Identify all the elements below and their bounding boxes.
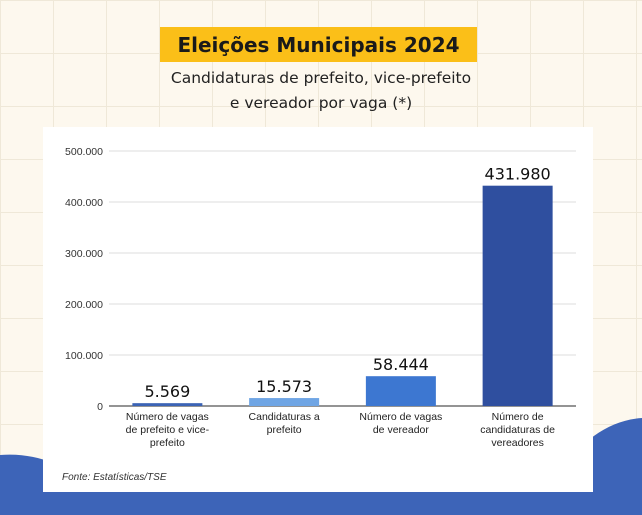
x-tick-label: Número de (491, 411, 544, 423)
x-tick-label: de prefeito e vice- (125, 424, 210, 436)
page-title: Eleições Municipais 2024 (160, 27, 477, 62)
x-tick-label: prefeito (266, 424, 302, 436)
x-tick-label: candidaturas de (480, 424, 555, 436)
y-tick-label: 400.000 (65, 197, 103, 209)
y-tick-label: 200.000 (65, 299, 103, 311)
bar (483, 186, 553, 406)
bar (249, 398, 319, 406)
y-tick-label: 100.000 (65, 350, 103, 362)
bar-value-label: 15.573 (256, 377, 313, 397)
subtitle-line-2: e vereador por vaga (*) (229, 94, 413, 112)
y-tick-label: 0 (97, 401, 103, 413)
x-tick-label: de vereador (372, 424, 429, 436)
bar (366, 376, 436, 406)
bar-value-label: 58.444 (372, 355, 429, 375)
bar-chart (43, 127, 593, 467)
x-tick-label: Número de vagas (359, 411, 443, 423)
subtitle-line-1: Candidaturas de prefeito, vice-prefeito (170, 69, 472, 87)
bar-value-label: 431.980 (484, 164, 551, 184)
x-tick-label: Número de vagas (125, 411, 209, 423)
x-tick-label: prefeito (149, 437, 185, 449)
y-tick-label: 300.000 (65, 248, 103, 260)
x-tick-label: vereadores (491, 437, 544, 449)
x-tick-label: Candidaturas a (248, 411, 320, 423)
bar (132, 403, 202, 406)
chart-card (43, 127, 593, 492)
y-tick-label: 500.000 (65, 146, 103, 158)
source-note: Fonte: Estatísticas/TSE (62, 472, 167, 483)
bar-value-label: 5.569 (144, 382, 191, 402)
